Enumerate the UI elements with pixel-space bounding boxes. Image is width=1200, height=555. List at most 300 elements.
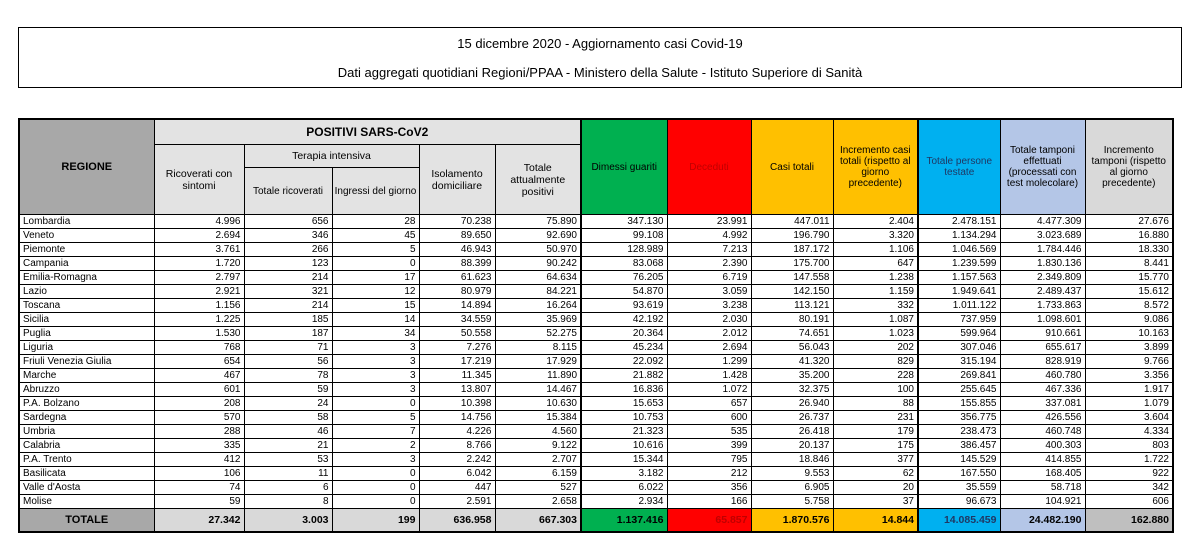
value-cell: 1.949.641	[918, 285, 1000, 299]
value-cell: 50.558	[419, 327, 495, 341]
table-row	[19, 495, 1173, 509]
value-cell: 3.899	[1085, 341, 1173, 355]
region-name: Emilia-Romagna	[19, 271, 154, 285]
value-cell: 332	[833, 299, 918, 313]
total-cell-casi-totali: 1.870.576	[751, 509, 833, 533]
value-cell: 175	[833, 439, 918, 453]
value-cell: 2.658	[495, 495, 581, 509]
value-cell: 155.855	[918, 397, 1000, 411]
value-cell: 142.150	[751, 285, 833, 299]
value-cell: 447.011	[751, 215, 833, 229]
value-cell: 647	[833, 257, 918, 271]
value-cell: 168.405	[1000, 467, 1085, 481]
value-cell: 386.457	[918, 439, 1000, 453]
region-name: Friuli Venezia Giulia	[19, 355, 154, 369]
value-cell: 10.398	[419, 397, 495, 411]
table-row	[19, 439, 1173, 453]
region-name: Calabria	[19, 439, 154, 453]
value-cell: 910.661	[1000, 327, 1085, 341]
value-cell: 3.023.689	[1000, 229, 1085, 243]
value-cell: 2.694	[667, 341, 751, 355]
value-cell: 3.356	[1085, 369, 1173, 383]
value-cell: 34.559	[419, 313, 495, 327]
value-cell: 99.108	[581, 229, 667, 243]
value-cell: 1.134.294	[918, 229, 1000, 243]
value-cell: 10.753	[581, 411, 667, 425]
col-header-regione: REGIONE	[19, 119, 154, 215]
value-cell: 64.634	[495, 271, 581, 285]
table-row	[19, 341, 1173, 355]
region-name: Puglia	[19, 327, 154, 341]
value-cell: 255.645	[918, 383, 1000, 397]
value-cell: 1.239.599	[918, 257, 1000, 271]
value-cell: 3.320	[833, 229, 918, 243]
region-name: Lazio	[19, 285, 154, 299]
value-cell: 570	[154, 411, 244, 425]
value-cell: 737.959	[918, 313, 1000, 327]
value-cell: 269.841	[918, 369, 1000, 383]
value-cell: 1.299	[667, 355, 751, 369]
value-cell: 16.836	[581, 383, 667, 397]
value-cell: 1.072	[667, 383, 751, 397]
value-cell: 16.264	[495, 299, 581, 313]
value-cell: 128.989	[581, 243, 667, 257]
col-header-ingressi-giorno: Ingressi del giorno	[332, 168, 419, 215]
total-cell: 667.303	[495, 509, 581, 533]
col-header-attualmente-positivi: Totale attualmente positivi	[495, 145, 581, 215]
value-cell: 599.964	[918, 327, 1000, 341]
value-cell: 90.242	[495, 257, 581, 271]
value-cell: 228	[833, 369, 918, 383]
value-cell: 3	[332, 383, 419, 397]
value-cell: 3	[332, 453, 419, 467]
total-label: TOTALE	[19, 509, 154, 533]
value-cell: 238.473	[918, 425, 1000, 439]
value-cell: 2.242	[419, 453, 495, 467]
value-cell: 535	[667, 425, 751, 439]
value-cell: 1.917	[1085, 383, 1173, 397]
covid-data-table	[18, 118, 1174, 533]
value-cell: 3.238	[667, 299, 751, 313]
value-cell: 75.890	[495, 215, 581, 229]
region-name: Lombardia	[19, 215, 154, 229]
value-cell: 321	[244, 285, 332, 299]
value-cell: 62	[833, 467, 918, 481]
value-cell: 600	[667, 411, 751, 425]
value-cell: 8.115	[495, 341, 581, 355]
table-row	[19, 215, 1173, 229]
total-cell-deceduti: 65.857	[667, 509, 751, 533]
value-cell: 828.919	[1000, 355, 1085, 369]
value-cell: 214	[244, 271, 332, 285]
total-cell: 199	[332, 509, 419, 533]
value-cell: 59	[154, 495, 244, 509]
value-cell: 1.733.863	[1000, 299, 1085, 313]
region-name: P.A. Bolzano	[19, 397, 154, 411]
total-cell-tamponi: 24.482.190	[1000, 509, 1085, 533]
title-line2: Dati aggregati quotidiani Regioni/PPAA - Ministero della Salute - Istituto Superiore di Sanità	[337, 64, 863, 80]
value-cell: 167.550	[918, 467, 1000, 481]
table-row	[19, 453, 1173, 467]
value-cell: 123	[244, 257, 332, 271]
value-cell: 16.880	[1085, 229, 1173, 243]
region-name: Toscana	[19, 299, 154, 313]
total-cell-dimessi: 1.137.416	[581, 509, 667, 533]
value-cell: 467	[154, 369, 244, 383]
col-header-totale-ricoverati: Totale ricoverati	[244, 168, 332, 215]
value-cell: 2.390	[667, 257, 751, 271]
value-cell: 26.737	[751, 411, 833, 425]
value-cell: 214	[244, 299, 332, 313]
value-cell: 527	[495, 481, 581, 495]
value-cell: 196.790	[751, 229, 833, 243]
value-cell: 50.970	[495, 243, 581, 257]
value-cell: 100	[833, 383, 918, 397]
value-cell: 166	[667, 495, 751, 509]
table-row	[19, 229, 1173, 243]
value-cell: 96.673	[918, 495, 1000, 509]
col-header-deceduti: Deceduti	[667, 119, 751, 215]
value-cell: 145.529	[918, 453, 1000, 467]
col-header-isolamento: Isolamento domiciliare	[419, 145, 495, 215]
value-cell: 0	[332, 495, 419, 509]
value-cell: 9.122	[495, 439, 581, 453]
value-cell: 52.275	[495, 327, 581, 341]
value-cell: 78	[244, 369, 332, 383]
value-cell: 1.098.601	[1000, 313, 1085, 327]
value-cell: 14.894	[419, 299, 495, 313]
value-cell: 35.559	[918, 481, 1000, 495]
value-cell: 202	[833, 341, 918, 355]
value-cell: 1.011.122	[918, 299, 1000, 313]
value-cell: 80.979	[419, 285, 495, 299]
value-cell: 2.478.151	[918, 215, 1000, 229]
value-cell: 61.623	[419, 271, 495, 285]
value-cell: 922	[1085, 467, 1173, 481]
value-cell: 400.303	[1000, 439, 1085, 453]
value-cell: 10.630	[495, 397, 581, 411]
value-cell: 35.969	[495, 313, 581, 327]
value-cell: 315.194	[918, 355, 1000, 369]
value-cell: 71	[244, 341, 332, 355]
value-cell: 46	[244, 425, 332, 439]
value-cell: 8.572	[1085, 299, 1173, 313]
value-cell: 803	[1085, 439, 1173, 453]
value-cell: 1.157.563	[918, 271, 1000, 285]
value-cell: 7	[332, 425, 419, 439]
region-name: Piemonte	[19, 243, 154, 257]
value-cell: 187	[244, 327, 332, 341]
col-group-positivi-sars-cov2: POSITIVI SARS-CoV2	[154, 119, 581, 145]
value-cell: 59	[244, 383, 332, 397]
value-cell: 45	[332, 229, 419, 243]
region-name: Sardegna	[19, 411, 154, 425]
value-cell: 93.619	[581, 299, 667, 313]
value-cell: 8	[244, 495, 332, 509]
value-cell: 58.718	[1000, 481, 1085, 495]
col-header-tamponi: Totale tamponi effettuati (processati con test molecolare)	[1000, 119, 1085, 215]
total-cell-incremento-casi: 14.844	[833, 509, 918, 533]
value-cell: 231	[833, 411, 918, 425]
value-cell: 288	[154, 425, 244, 439]
value-cell: 175.700	[751, 257, 833, 271]
value-cell: 11	[244, 467, 332, 481]
value-cell: 70.238	[419, 215, 495, 229]
col-header-casi-totali: Casi totali	[751, 119, 833, 215]
value-cell: 20.137	[751, 439, 833, 453]
table-row	[19, 285, 1173, 299]
value-cell: 35.200	[751, 369, 833, 383]
value-cell: 23.991	[667, 215, 751, 229]
value-cell: 89.650	[419, 229, 495, 243]
region-name: Veneto	[19, 229, 154, 243]
value-cell: 53	[244, 453, 332, 467]
table-row	[19, 411, 1173, 425]
total-cell-persone-testate: 14.085.459	[918, 509, 1000, 533]
value-cell: 768	[154, 341, 244, 355]
value-cell: 42.192	[581, 313, 667, 327]
value-cell: 17	[332, 271, 419, 285]
value-cell: 460.748	[1000, 425, 1085, 439]
table-body	[19, 215, 1173, 509]
value-cell: 657	[667, 397, 751, 411]
value-cell: 187.172	[751, 243, 833, 257]
value-cell: 21.323	[581, 425, 667, 439]
value-cell: 335	[154, 439, 244, 453]
value-cell: 1.428	[667, 369, 751, 383]
value-cell: 54.870	[581, 285, 667, 299]
value-cell: 2.012	[667, 327, 751, 341]
value-cell: 14.756	[419, 411, 495, 425]
total-cell: 636.958	[419, 509, 495, 533]
value-cell: 76.205	[581, 271, 667, 285]
value-cell: 4.992	[667, 229, 751, 243]
value-cell: 179	[833, 425, 918, 439]
value-cell: 1.720	[154, 257, 244, 271]
region-name: Abruzzo	[19, 383, 154, 397]
total-cell-incremento-tamponi: 162.880	[1085, 509, 1173, 533]
value-cell: 41.320	[751, 355, 833, 369]
header-row-groups	[19, 119, 1173, 145]
value-cell: 342	[1085, 481, 1173, 495]
value-cell: 104.921	[1000, 495, 1085, 509]
value-cell: 377	[833, 453, 918, 467]
region-name: P.A. Trento	[19, 453, 154, 467]
value-cell: 92.690	[495, 229, 581, 243]
value-cell: 307.046	[918, 341, 1000, 355]
value-cell: 1.046.569	[918, 243, 1000, 257]
value-cell: 3	[332, 369, 419, 383]
value-cell: 2.489.437	[1000, 285, 1085, 299]
table-row	[19, 397, 1173, 411]
value-cell: 83.068	[581, 257, 667, 271]
value-cell: 13.807	[419, 383, 495, 397]
region-name: Molise	[19, 495, 154, 509]
value-cell: 356.775	[918, 411, 1000, 425]
value-cell: 2.349.809	[1000, 271, 1085, 285]
value-cell: 655.617	[1000, 341, 1085, 355]
table-row	[19, 425, 1173, 439]
value-cell: 0	[332, 397, 419, 411]
total-cell: 27.342	[154, 509, 244, 533]
value-cell: 337.081	[1000, 397, 1085, 411]
value-cell: 212	[667, 467, 751, 481]
value-cell: 9.766	[1085, 355, 1173, 369]
value-cell: 460.780	[1000, 369, 1085, 383]
value-cell: 4.560	[495, 425, 581, 439]
region-name: Marche	[19, 369, 154, 383]
value-cell: 4.226	[419, 425, 495, 439]
value-cell: 1.079	[1085, 397, 1173, 411]
value-cell: 414.855	[1000, 453, 1085, 467]
col-header-dimessi-guariti: Dimessi guariti	[581, 119, 667, 215]
value-cell: 46.943	[419, 243, 495, 257]
value-cell: 34	[332, 327, 419, 341]
table-row	[19, 383, 1173, 397]
value-cell: 15.612	[1085, 285, 1173, 299]
value-cell: 1.225	[154, 313, 244, 327]
region-name: Liguria	[19, 341, 154, 355]
value-cell: 20	[833, 481, 918, 495]
value-cell: 6	[244, 481, 332, 495]
value-cell: 10.163	[1085, 327, 1173, 341]
value-cell: 356	[667, 481, 751, 495]
region-name: Valle d'Aosta	[19, 481, 154, 495]
region-name: Sicilia	[19, 313, 154, 327]
value-cell: 2.404	[833, 215, 918, 229]
value-cell: 0	[332, 257, 419, 271]
value-cell: 20.364	[581, 327, 667, 341]
value-cell: 0	[332, 467, 419, 481]
value-cell: 8.766	[419, 439, 495, 453]
value-cell: 399	[667, 439, 751, 453]
region-name: Basilicata	[19, 467, 154, 481]
value-cell: 2.694	[154, 229, 244, 243]
value-cell: 447	[419, 481, 495, 495]
value-cell: 3.182	[581, 467, 667, 481]
col-header-incremento-tamponi: Incremento tamponi (rispetto al giorno precedente)	[1085, 119, 1173, 215]
value-cell: 37	[833, 495, 918, 509]
value-cell: 347.130	[581, 215, 667, 229]
value-cell: 17.929	[495, 355, 581, 369]
table-row	[19, 467, 1173, 481]
value-cell: 3	[332, 341, 419, 355]
value-cell: 606	[1085, 495, 1173, 509]
value-cell: 1.106	[833, 243, 918, 257]
value-cell: 8.441	[1085, 257, 1173, 271]
value-cell: 9.553	[751, 467, 833, 481]
table-row	[19, 243, 1173, 257]
value-cell: 9.086	[1085, 313, 1173, 327]
table-row	[19, 299, 1173, 313]
value-cell: 1.530	[154, 327, 244, 341]
value-cell: 6.905	[751, 481, 833, 495]
value-cell: 1.722	[1085, 453, 1173, 467]
value-cell: 3	[332, 355, 419, 369]
table-row	[19, 313, 1173, 327]
value-cell: 601	[154, 383, 244, 397]
value-cell: 2.921	[154, 285, 244, 299]
value-cell: 4.334	[1085, 425, 1173, 439]
table-row	[19, 355, 1173, 369]
col-group-terapia-intensiva: Terapia intensiva	[244, 145, 419, 168]
value-cell: 58	[244, 411, 332, 425]
value-cell: 1.159	[833, 285, 918, 299]
value-cell: 412	[154, 453, 244, 467]
value-cell: 185	[244, 313, 332, 327]
table-row	[19, 369, 1173, 383]
value-cell: 3.059	[667, 285, 751, 299]
value-cell: 4.477.309	[1000, 215, 1085, 229]
value-cell: 2.934	[581, 495, 667, 509]
value-cell: 11.345	[419, 369, 495, 383]
value-cell: 27.676	[1085, 215, 1173, 229]
col-header-persone-testate: Totale persone testate	[918, 119, 1000, 215]
value-cell: 106	[154, 467, 244, 481]
value-cell: 208	[154, 397, 244, 411]
value-cell: 1.238	[833, 271, 918, 285]
value-cell: 2.030	[667, 313, 751, 327]
table-row	[19, 257, 1173, 271]
total-row	[19, 509, 1173, 533]
value-cell: 2.591	[419, 495, 495, 509]
value-cell: 7.213	[667, 243, 751, 257]
value-cell: 6.159	[495, 467, 581, 481]
total-cell: 3.003	[244, 509, 332, 533]
table-row	[19, 481, 1173, 495]
value-cell: 10.616	[581, 439, 667, 453]
table-row	[19, 327, 1173, 341]
value-cell: 656	[244, 215, 332, 229]
value-cell: 21	[244, 439, 332, 453]
value-cell: 88.399	[419, 257, 495, 271]
value-cell: 426.556	[1000, 411, 1085, 425]
title-box	[18, 27, 1182, 88]
value-cell: 80.191	[751, 313, 833, 327]
value-cell: 147.558	[751, 271, 833, 285]
value-cell: 2.707	[495, 453, 581, 467]
value-cell: 22.092	[581, 355, 667, 369]
title-line1: 15 dicembre 2020 - Aggiornamento casi Covid-19	[457, 35, 743, 51]
value-cell: 84.221	[495, 285, 581, 299]
value-cell: 26.418	[751, 425, 833, 439]
value-cell: 21.882	[581, 369, 667, 383]
value-cell: 88	[833, 397, 918, 411]
value-cell: 829	[833, 355, 918, 369]
value-cell: 17.219	[419, 355, 495, 369]
value-cell: 15.653	[581, 397, 667, 411]
value-cell: 74.651	[751, 327, 833, 341]
value-cell: 56	[244, 355, 332, 369]
value-cell: 266	[244, 243, 332, 257]
value-cell: 795	[667, 453, 751, 467]
value-cell: 3.604	[1085, 411, 1173, 425]
value-cell: 15.770	[1085, 271, 1173, 285]
value-cell: 56.043	[751, 341, 833, 355]
table-row	[19, 271, 1173, 285]
value-cell: 1.087	[833, 313, 918, 327]
value-cell: 1.023	[833, 327, 918, 341]
value-cell: 346	[244, 229, 332, 243]
value-cell: 14	[332, 313, 419, 327]
value-cell: 113.121	[751, 299, 833, 313]
value-cell: 2	[332, 439, 419, 453]
region-name: Umbria	[19, 425, 154, 439]
value-cell: 11.890	[495, 369, 581, 383]
value-cell: 26.940	[751, 397, 833, 411]
value-cell: 1.830.136	[1000, 257, 1085, 271]
value-cell: 0	[332, 481, 419, 495]
